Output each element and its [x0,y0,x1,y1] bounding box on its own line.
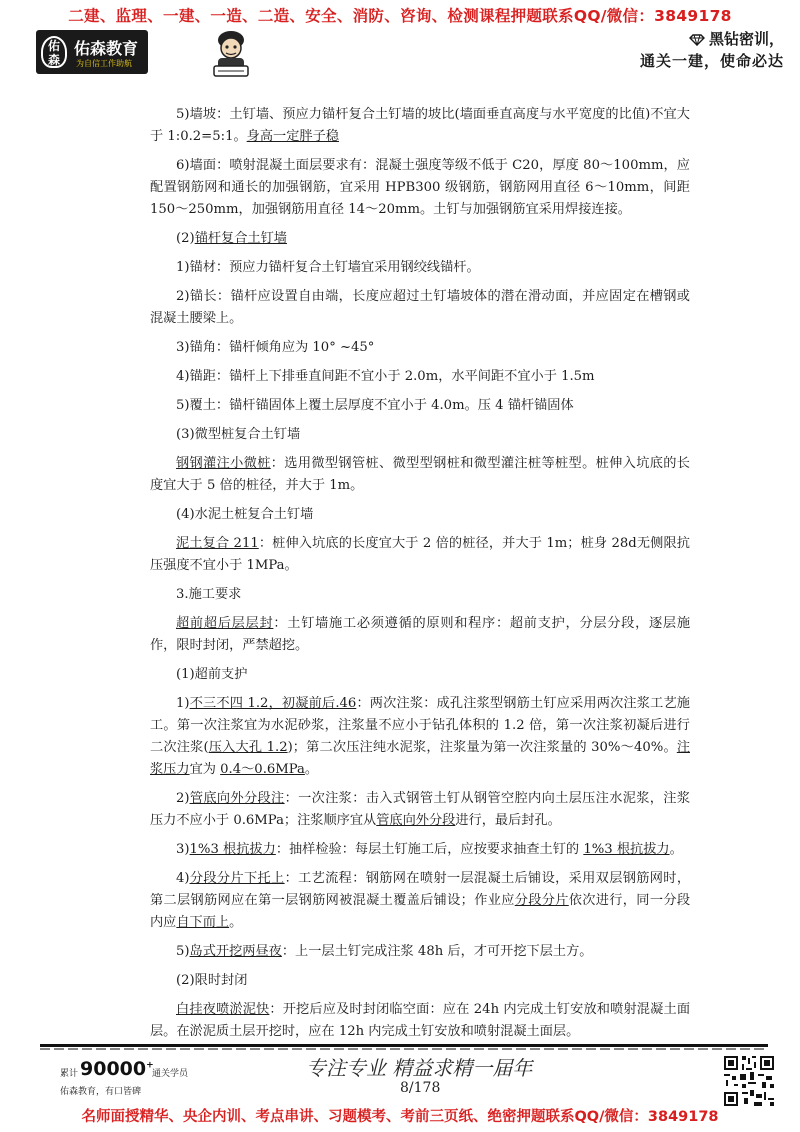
paragraph: 1)不三不四 1.2，初凝前后.46：两次注浆：成孔注浆型钢筋土钉应采用两次注浆工艺施工。第一次注浆宜为水泥砂浆，注浆量不应小于钻孔体积的 1.2 倍，第一次注浆初凝后进行二次注浆(压入大孔 1.2)；第二次压注纯水泥浆，注浆量为第一次注浆量的 30%～40%。注浆压力宜为 0.4～0.6MPa。 [150,696,690,777]
document-body [150,104,690,1050]
paragraph: 2)锚长：锚杆应设置自由端，长度应超过土钉墙坡体的潜在滑动面，并应固定在槽钢或混凝土腰梁上。 [150,289,690,326]
top-contact-banner: 二建、监理、一建、一造、二造、安全、消防、咨询、检测课程押题联系QQ/微信：3849178 [68,7,732,25]
paragraph: 白挂夜喷淤泥快：开挖后应及时封闭临空面：应在 24h 内完成土钉安放和喷射混凝土面层。在淤泥质土层开挖时，应在 12h 内完成土钉安放和喷射混凝土面层。 [150,1002,691,1039]
slogan-line2: 通关一建，使命必达 [639,52,784,70]
paragraph: 超前超后层层封：土钉墙施工必须遵循的原则和程序：超前支护，分层分段，逐层施作，限时封闭，严禁超挖。 [150,616,691,653]
slogan-line1: 黑钻密训， [708,30,784,48]
logo-subtitle: 为自信工作助航 [76,59,132,68]
bottom-contact-banner: 名师面授精华、央企内训、考点串讲、习题模考、考前三页纸、绝密押题联系QQ/微信：3849178 [81,1109,719,1125]
footer-divider [40,1044,768,1050]
mascot-figure-icon [208,28,254,80]
slogan [640,28,784,72]
paragraph: 4)锚距：锚杆上下排垂直间距不宜小于 2.0m，水平间距不宜小于 1.5m [176,369,595,384]
paragraph: 6)墙面：喷射混凝土面层要求有：混凝土强度等级不低于 C20，厚度 80～100mm，应配置钢筋网和通长的加强钢筋，宜采用 HPB300 级钢筋，钢筋网用直径 6～10mm，间距 150～250mm，加强钢筋用直径 14～20mm。土钉与加强钢筋宜采用焊接连接。 [150,158,690,217]
stat-number: 90000+ [80,1058,154,1080]
section-heading: (3)微型桩复合土钉墙 [176,427,301,442]
section-heading: (4)水泥土桩复合土钉墙 [176,507,314,522]
page-number: 8/178 [400,1080,441,1096]
paragraph: 5)覆土：锚杆锚固体上覆土层厚度不宜小于 4.0m。压 4 锚杆锚固体 [176,398,574,413]
paragraph: 1)锚材：预应力锚杆复合土钉墙宜采用钢绞线锚杆。 [176,260,480,275]
paragraph: 钢钢灌注小微桩：选用微型钢管桩、微型型钢桩和微型灌注桩等桩型。桩伸入坑底的长度宜大于 5 倍的桩径，并大于 1m。 [150,456,690,493]
youseng-logo-icon [36,30,148,74]
stat-tagline: 佑森教育，有口皆碑 [60,1087,142,1097]
paragraph: 4)分段分片下托上：工艺流程：钢筋网在喷射一层混凝土后铺设，采用双层钢筋网时，第二层钢筋网应在第一层钢筋网被混凝土覆盖后铺设；作业应分段分片依次进行，同一分段内应自下而上。 [150,871,691,930]
section-heading: (2)锚杆复合土钉墙 [176,231,287,246]
paragraph: 泥土复合 211：桩伸入坑底的长度宜大于 2 倍的桩径，并大于 1m；桩身 28d无侧限抗压强度不宜小于 1MPa。 [150,536,690,573]
section-heading: (2)限时封闭 [176,973,248,988]
stat-label: 累计 [60,1069,79,1079]
page-header [0,26,800,82]
section-heading: 3.施工要求 [176,587,242,602]
paragraph: 3)1%3 根抗拔力：抽样检验：每层土钉施工后，应按要求抽查土钉的 1%3 根抗拔力。 [176,842,683,857]
paragraph: 5)墙坡：土钉墙、预应力锚杆复合土钉墙的坡比(墙面垂直高度与水平宽度的比值)不宜大于 1:0.2=5:1。身高一定胖子稳 [150,107,690,144]
section-heading: (1)超前支护 [176,667,248,682]
paragraph: 3)锚角：锚杆倾角应为 10° ~45° [176,340,375,355]
handwritten-motto: 专注专业 精益求精一届年 [306,1056,533,1080]
paragraph: 5)岛式开挖两昼夜：上一层土钉完成注浆 48h 后，才可开挖下层土方。 [176,944,593,959]
diamond-icon [689,34,705,46]
logo-name: 佑森教育 [74,39,139,58]
logo-mark: 佑森 [41,36,67,68]
paragraph: 2)管底向外分段注：一次注浆：击入式钢管土钉从钢管空腔内向土层压注水泥浆，注浆压力不应小于 0.6MPa；注浆顺序宜从管底向外分段进行，最后封孔。 [150,791,691,828]
qr-code-icon [722,1054,776,1108]
stat-suffix: 通关学员 [152,1069,189,1079]
